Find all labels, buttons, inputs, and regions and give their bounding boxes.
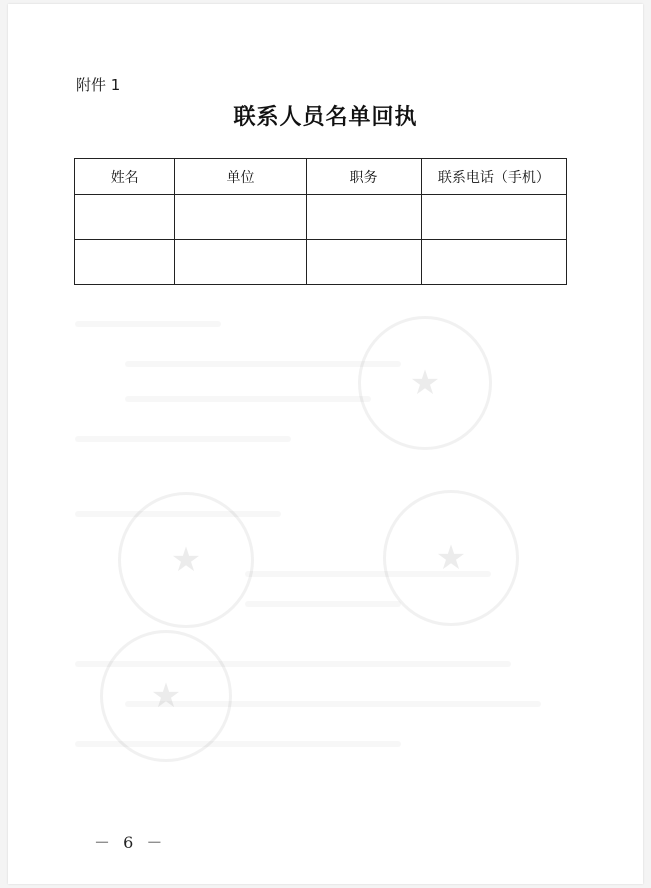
cell-name xyxy=(75,240,175,285)
header-position: 职务 xyxy=(306,159,421,195)
header-phone: 联系电话（手机） xyxy=(421,159,566,195)
attachment-label: 附件 1 xyxy=(76,76,121,94)
seal-star-icon: ★ xyxy=(409,363,441,403)
header-name: 姓名 xyxy=(75,159,175,195)
faint-seal xyxy=(118,492,254,628)
document-title: 联系人员名单回执 xyxy=(233,104,418,130)
seal-star-icon: ★ xyxy=(435,538,467,578)
faint-seal xyxy=(100,630,232,762)
seal-star-icon: ★ xyxy=(170,540,202,580)
table-row xyxy=(75,240,567,285)
table-header-row xyxy=(75,159,567,195)
page-number: － 6 － xyxy=(94,833,167,852)
contact-roster-table xyxy=(74,158,567,285)
faint-seal xyxy=(383,490,519,626)
faint-seal xyxy=(358,316,492,450)
table-row xyxy=(75,195,567,240)
cell-phone xyxy=(421,240,566,285)
header-unit: 单位 xyxy=(175,159,306,195)
cell-unit xyxy=(175,195,306,240)
seal-star-icon: ★ xyxy=(150,676,182,716)
document-page xyxy=(8,4,643,884)
cell-unit xyxy=(175,240,306,285)
cell-phone xyxy=(421,195,566,240)
cell-name xyxy=(75,195,175,240)
cell-position xyxy=(306,195,421,240)
cell-position xyxy=(306,240,421,285)
